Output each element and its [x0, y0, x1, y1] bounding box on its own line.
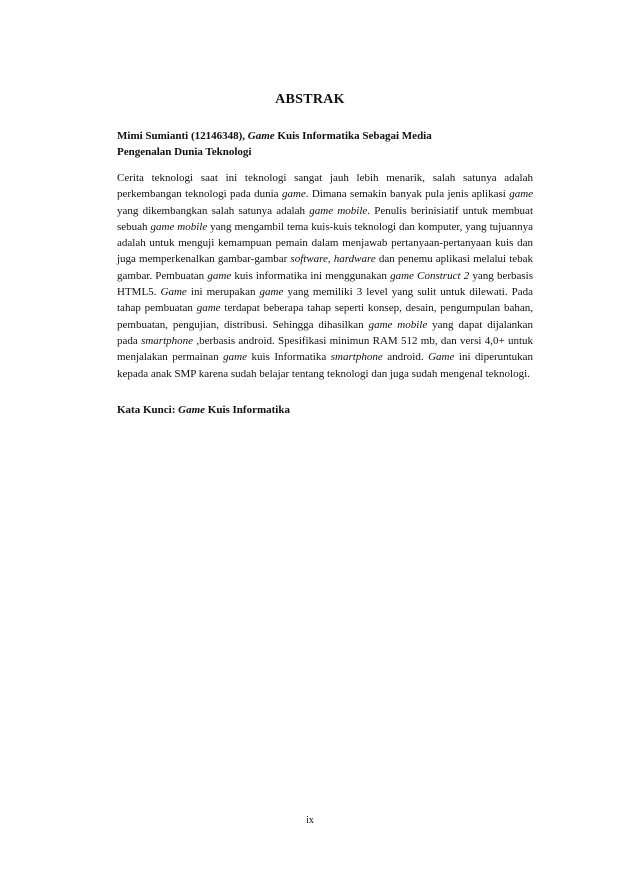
abstract-italic: Game — [428, 351, 455, 364]
abstract-text: . Penulis berinisiatif untuk membuat sebuah — [117, 204, 534, 233]
abstract-text: ini diperuntukan kepada anak SMP karena sudah belajar tentang teknologi dan juga sudah mengenal teknologi. — [117, 351, 534, 380]
author-title-text: Kuis Informatika Sebagai Media — [277, 130, 432, 142]
abstract-text: Cerita teknologi saat ini teknologi sangat jauh lebih menarik, salah satunya adalah perkembangan teknologi pada dunia — [117, 172, 533, 201]
abstract-text: ini merupakan — [190, 286, 256, 299]
abstract-text: kuis informatika ini menggunakan — [234, 269, 387, 282]
abstract-italic: game — [223, 351, 247, 364]
abstract-text: terdapat beberapa tahap seperti konsep, desain, pengumpulan bahan, pembuatan, pengujian, distribusi. Sehingga dihasilkan — [117, 302, 534, 331]
abstract-italic: game — [509, 188, 534, 201]
abstract-text: yang memiliki 3 level yang sulit untuk dilewati. Pada tahap pembuatan — [117, 286, 534, 315]
abstract-text: android. — [387, 351, 424, 364]
abstract-text: dan penemu aplikasi melalui tebak gambar. Pembuatan — [117, 253, 534, 282]
page-number: ix — [306, 815, 314, 826]
abstract-text: yang berbasis HTML5. — [117, 269, 534, 299]
abstract-text: yang mengambil tema kuis-kuis teknologi dan komputer, yang tujuannya adalah untuk menguji kemampuan pemain dalam menjawab pertanyaan-pertanyaan kuis dan juga memperkenalkan gambar-gambar — [117, 220, 534, 266]
keywords-line — [117, 402, 533, 418]
author-title-line — [117, 128, 533, 160]
abstract-text: kuis Informatika — [251, 351, 327, 364]
abstract-text: . Dimana semakin banyak pula jenis aplikasi — [305, 188, 506, 201]
keywords-italic: Game — [178, 404, 206, 416]
author-title-text-2: Pengenalan Dunia Teknologi — [117, 146, 252, 158]
abstract-italic: game — [207, 269, 232, 282]
abstract-italic: game mobile — [150, 220, 208, 233]
abstract-text: , — [327, 253, 331, 266]
abstract-italic: game mobile — [368, 318, 428, 331]
keywords-label: Kata Kunci: — [117, 404, 176, 416]
abstract-italic: game mobile — [309, 204, 368, 217]
author-name: Mimi Sumianti (12146348), — [117, 130, 246, 142]
abstract-paragraph — [117, 170, 533, 382]
abstract-italic: game — [196, 302, 221, 315]
abstract-text: yang dapat dijalankan pada — [117, 318, 534, 347]
keywords-text: Kuis Informatika — [207, 404, 290, 416]
abstract-italic: software — [290, 253, 328, 266]
page-title: ABSTRAK — [275, 92, 345, 107]
abstract-text: ,berbasis android. Spesifikasi minimun RAM 512 mb, dan versi 4,0+ untuk menjalakan permainan — [117, 334, 534, 364]
abstract-text: yang dikembangkan salah satunya adalah — [117, 204, 305, 217]
abstract-italic: Game — [160, 286, 187, 299]
abstract-italic: game Construct 2 — [390, 269, 470, 282]
author-title-italic: Game — [247, 130, 275, 142]
abstract-italic: game — [259, 286, 284, 299]
abstract-italic: game — [281, 188, 306, 201]
abstract-italic: smartphone — [141, 334, 194, 347]
abstract-italic: hardware — [333, 253, 376, 266]
abstract-italic: smartphone — [330, 351, 383, 364]
